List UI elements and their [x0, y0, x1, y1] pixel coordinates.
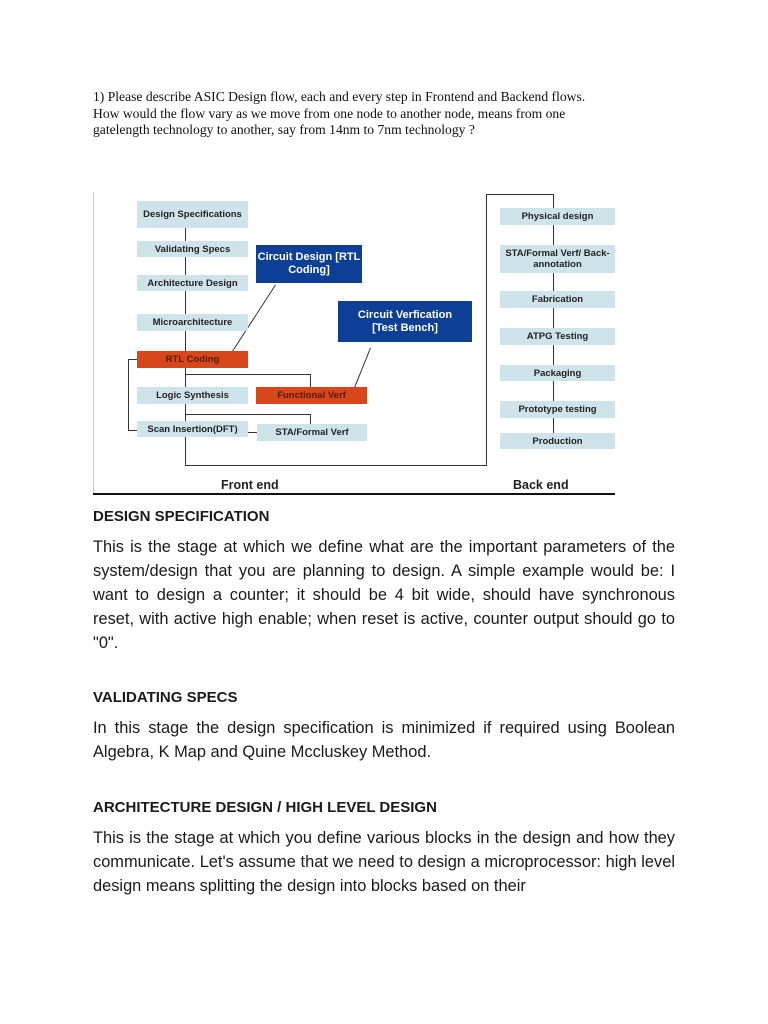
box-scan-insertion: Scan Insertion(DFT): [137, 421, 248, 437]
para-design-specification: This is the stage at which we define what are the important parameters of the system/design that you are planning to design. A simple example would be: I want to design a counter; it should be 4 bit wide, should have synchronous reset, with active high enable; when reset is active, counter output should go to "0".: [93, 538, 675, 652]
box-prototype-testing: Prototype testing: [500, 401, 615, 418]
box-sta-formal-verf: STA/Formal Verf: [257, 424, 367, 441]
heading-design-specification: DESIGN SPECIFICATION: [93, 508, 270, 525]
box-microarchitecture: Microarchitecture: [137, 314, 248, 331]
box-logic-synthesis: Logic Synthesis: [137, 387, 248, 404]
box-fabrication: Fabrication: [500, 291, 615, 308]
box-architecture-design: Architecture Design: [137, 275, 248, 291]
para-architecture-design: This is the stage at which you define various blocks in the design and how they communicate. Let's assume that we need to design a microprocessor: high level design means splitting the design into blocks based on their: [93, 829, 675, 895]
heading-architecture-design: ARCHITECTURE DESIGN / HIGH LEVEL DESIGN: [93, 799, 437, 816]
box-sta-backannotation: STA/Formal Verf/ Back-annotation: [500, 245, 615, 273]
box-atpg-testing: ATPG Testing: [500, 328, 615, 345]
callout-circuit-verification: Circuit Verfication [Test Bench]: [338, 301, 472, 342]
heading-validating-specs: VALIDATING SPECS: [93, 689, 238, 706]
question-line: gatelength technology to another, say from 14nm to 7nm technology ?: [93, 122, 475, 137]
box-validating-specs: Validating Specs: [137, 241, 248, 257]
asic-flow-diagram: [0, 0, 768, 500]
para-validating-specs: In this stage the design specification is minimized if required using Boolean Algebra, K Map and Quine Mccluskey Method.: [93, 719, 675, 761]
callout-circuit-design: Circuit Design [RTL Coding]: [256, 245, 362, 283]
box-production: Production: [500, 433, 615, 449]
question-line: How would the flow vary as we move from one node to another node, means from one: [93, 105, 566, 121]
box-physical-design: Physical design: [500, 208, 615, 225]
label-back-end: Back end: [513, 478, 569, 492]
box-packaging: Packaging: [500, 365, 615, 381]
box-design-specifications: Design Specifications: [137, 201, 248, 228]
label-front-end: Front end: [221, 478, 279, 492]
question-line: 1) Please describe ASIC Design flow, each and every step in Frontend and Backend flows.: [93, 89, 586, 104]
box-rtl-coding: RTL Coding: [137, 351, 248, 368]
box-functional-verf: Functional Verf: [256, 387, 367, 404]
